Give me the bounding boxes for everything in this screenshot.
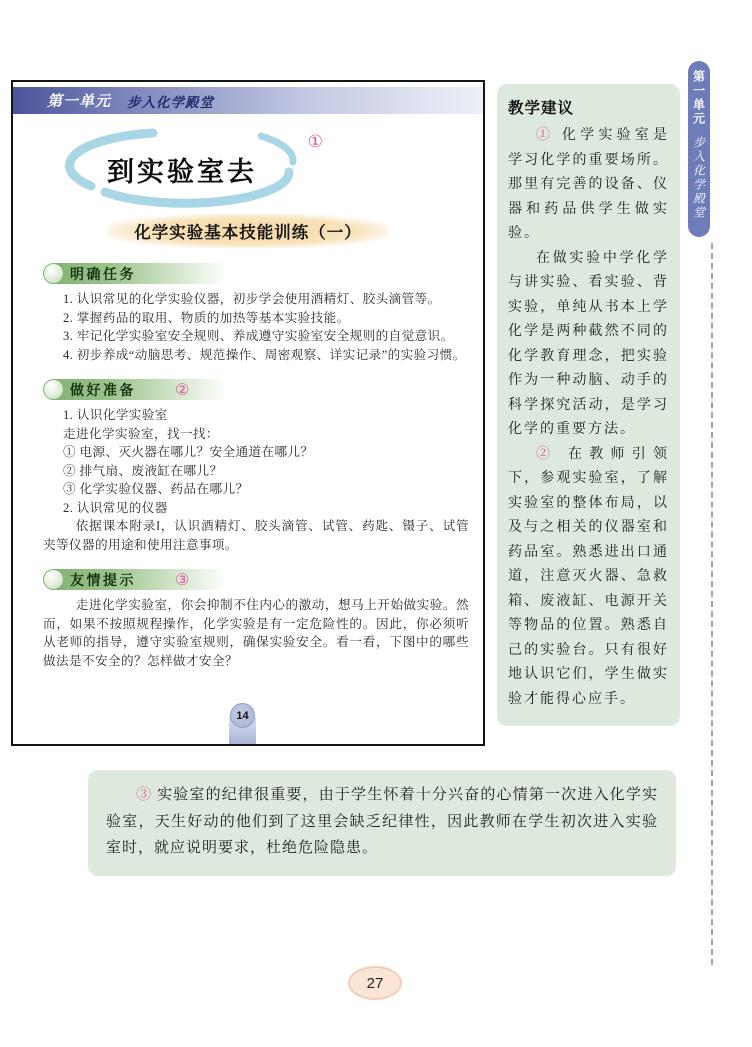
preparation-line: ② 排气扇、废液缸在哪儿？ bbox=[63, 463, 223, 478]
book-page-number: 27 bbox=[366, 974, 384, 992]
tips-paragraph: 走进化学实验室，你会抑制不住内心的激动，想马上开始做实验。然而，如果不按照规程操作，化学实验是有一定危险性的。因此，你必须听从老师的指导，遵守实验室规则，确保实验安全。看一看，下图中的哪些做法是不安全的？怎样做才安全？ bbox=[43, 598, 469, 668]
section-header-preparation bbox=[43, 379, 243, 400]
annotation-marker-3: ③ bbox=[136, 787, 153, 803]
section-tasks bbox=[43, 263, 469, 364]
section-preparation bbox=[43, 379, 469, 554]
footnote-panel bbox=[88, 770, 676, 876]
unit-banner bbox=[13, 87, 483, 114]
task-item: 3. 牢记化学实验室安全规则、养成遵守实验室安全规则的自觉意识。 bbox=[63, 329, 454, 343]
task-item: 1. 认识常见的化学实验仪器，初步学会使用酒精灯、胶头滴管等。 bbox=[63, 292, 441, 306]
lesson-title: 到实验室去 bbox=[107, 157, 257, 187]
section-label: 做好准备 bbox=[70, 383, 136, 399]
advice-paragraph bbox=[508, 247, 669, 443]
edge-unit-tab bbox=[688, 61, 710, 237]
unit-name: 步入化学殿堂 bbox=[127, 94, 215, 110]
edge-unit-number: 第一单元 bbox=[691, 70, 706, 126]
textbook-page bbox=[11, 80, 485, 746]
teaching-advice-title: 教学建议 bbox=[508, 100, 575, 117]
annotation-marker-3: ③ bbox=[175, 572, 190, 589]
advice-text: 在做实验中学化学与讲实验、看实验、背实验，单纯从书本上学化学是两种截然不同的化学教育理念，把实验作为一种动脑、动手的科学探究活动，是学习化学的重要方法。 bbox=[508, 250, 669, 437]
preparation-line: ① 电源、灭火器在哪儿？安全通道在哪儿？ bbox=[63, 445, 314, 459]
advice-paragraph bbox=[508, 443, 669, 713]
annotation-marker-2: ② bbox=[175, 382, 190, 399]
teaching-advice-panel bbox=[497, 84, 680, 726]
lesson-subtitle: 化学实验基本技能训练（一） bbox=[108, 214, 388, 248]
section-label: 友情提示 bbox=[70, 573, 136, 589]
subtitle-row bbox=[13, 214, 483, 248]
preparation-line: ③ 化学实验仪器、药品在哪儿？ bbox=[63, 482, 249, 496]
sphere-bullet-icon bbox=[44, 380, 63, 399]
advice-paragraph bbox=[508, 124, 669, 247]
preparation-line: 1. 认识化学实验室 bbox=[63, 408, 168, 422]
advice-text: 化学实验室是学习化学的重要场所。那里有完善的设备、仪器和药品供学生做实验。 bbox=[508, 128, 670, 241]
preparation-paragraph: 依据课本附录Ⅰ，认识酒精灯、胶头滴管、试管、药匙、镊子、试管夹等仪器的用途和使用注意事项。 bbox=[43, 519, 469, 552]
section-tips bbox=[43, 569, 469, 670]
book-page-number-badge bbox=[348, 966, 402, 1000]
task-item: 4. 初步养成“动脑思考、规范操作、周密观察、详实记录”的实验习惯。 bbox=[63, 347, 466, 362]
textbook-page-tab bbox=[229, 709, 256, 744]
dashed-divider bbox=[711, 243, 713, 965]
lesson-title-group bbox=[65, 126, 323, 210]
task-item: 2. 掌握药品的取用、物质的加热等基本实验技能。 bbox=[63, 310, 350, 325]
edge-unit-name: 步入化学殿堂 bbox=[691, 136, 706, 220]
unit-number: 第一单元 bbox=[47, 94, 112, 110]
sphere-bullet-icon bbox=[44, 264, 63, 283]
preparation-list bbox=[63, 406, 469, 517]
sphere-bullet-icon bbox=[44, 570, 63, 589]
annotation-marker-1: ① bbox=[536, 128, 555, 143]
annotation-marker-2: ② bbox=[536, 446, 558, 462]
textbook-page-number: 14 bbox=[230, 703, 255, 728]
task-list bbox=[63, 290, 469, 364]
preparation-line: 走进化学实验室，找一找： bbox=[63, 426, 219, 441]
footnote-paragraph bbox=[106, 782, 658, 862]
preparation-line: 2. 认识常见的仪器 bbox=[63, 500, 168, 515]
section-label: 明确任务 bbox=[70, 267, 136, 283]
section-header-tasks bbox=[43, 263, 243, 284]
advice-text: 在教师引领下，参观实验室，了解实验室的整体布局，以及与之相关的仪器室和药品室。熟悉进出口通道，注意灭火器、急救箱、废液缸、电源开关等物品的位置。熟悉自己的实验台。只有很好地认识它们，学生做实验才能得心应手。 bbox=[508, 446, 669, 707]
section-header-tips bbox=[43, 569, 243, 590]
footnote-text: 实验室的纪律很重要，由于学生怀着十分兴奋的心情第一次进入化学实验室，天生好动的他们到了这里会缺乏纪律性，因此教师在学生初次进入实验室时，就应说明要求，杜绝危险隐患。 bbox=[106, 787, 658, 856]
annotation-marker-1: ① bbox=[307, 132, 323, 151]
